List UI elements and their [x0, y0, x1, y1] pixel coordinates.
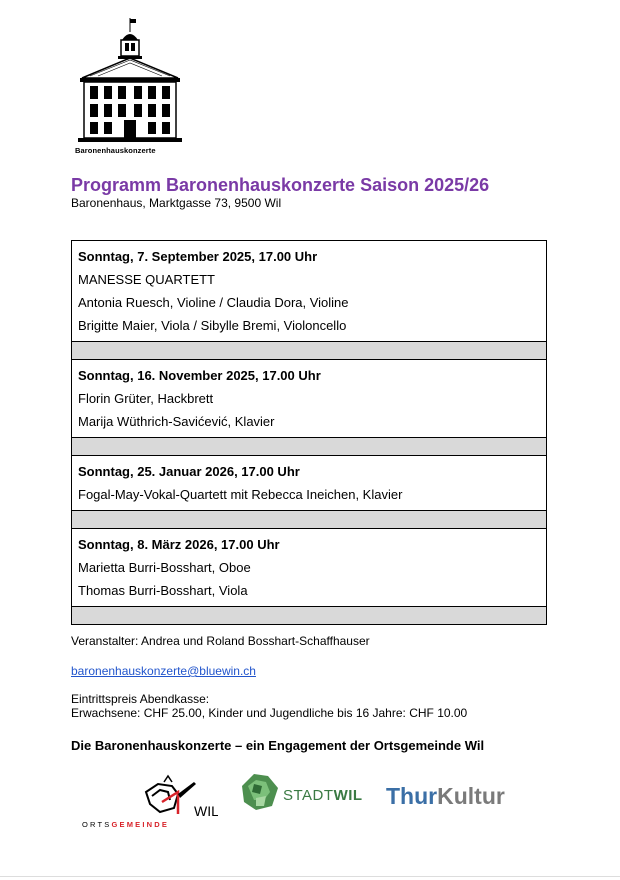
stadt-wil-label	[283, 787, 363, 804]
kultur-label: Kultur	[437, 783, 505, 809]
logo-caption: Baronenhauskonzerte	[75, 146, 156, 155]
ortsgemeinde-label	[82, 820, 169, 829]
page-title: Programm Baronenhauskonzerte Saison 2025/26	[71, 175, 490, 195]
stadt-wil-crystal-icon	[236, 772, 282, 817]
event-line: Antonia Ruesch, Violine / Claudia Dora, Violine	[78, 295, 349, 310]
venue-address: Baronenhaus, Marktgasse 73, 9500 Wil	[71, 196, 282, 210]
thurkultur-logo	[386, 783, 505, 810]
baronenhaus-building-icon	[76, 18, 186, 151]
event-date: Sonntag, 7. September 2025, 17.00 Uhr	[78, 249, 318, 264]
price-detail: Erwachsene: CHF 25.00, Kinder und Jugendliche bis 16 Jahre: CHF 10.00	[71, 706, 468, 720]
program-table	[71, 240, 547, 625]
event-line: Fogal-May-Vokal-Quartett mit Rebecca Ineichen, Klavier	[78, 487, 403, 502]
row-separator	[72, 606, 546, 624]
row-separator	[72, 510, 546, 529]
page-bottom-rule	[0, 876, 620, 877]
event-block	[72, 360, 546, 437]
event-date: Sonntag, 25. Januar 2026, 17.00 Uhr	[78, 464, 300, 479]
event-date: Sonntag, 8. März 2026, 17.00 Uhr	[78, 537, 280, 552]
ortsgemeinde-label-b: GEMEINDE	[111, 820, 170, 829]
event-date: Sonntag, 16. November 2025, 17.00 Uhr	[78, 368, 321, 383]
row-separator	[72, 341, 546, 360]
event-block	[72, 456, 546, 510]
event-block	[72, 241, 546, 341]
event-line: Marija Wüthrich-Savićević, Klavier	[78, 414, 275, 429]
event-line: Thomas Burri-Bosshart, Viola	[78, 583, 248, 598]
engagement-statement: Die Baronenhauskonzerte – ein Engagement der Ortsgemeinde Wil	[71, 738, 485, 753]
stadt-label-b: WIL	[333, 787, 363, 804]
price-heading: Eintrittspreis Abendkasse:	[71, 692, 210, 706]
event-line: Florin Grüter, Hackbrett	[78, 391, 214, 406]
event-line: Brigitte Maier, Viola / Sibylle Bremi, Violoncello	[78, 318, 347, 333]
event-line: MANESSE QUARTETT	[78, 272, 216, 287]
svg-text:WIL: WIL	[194, 803, 218, 819]
ortsgemeinde-label-a: ORTS	[82, 820, 112, 829]
email-link[interactable]: baronenhauskonzerte@bluewin.ch	[71, 664, 256, 678]
thur-label: Thur	[386, 783, 438, 809]
organizer-text: Veranstalter: Andrea und Roland Bosshart-Schaffhauser	[71, 634, 370, 648]
ortsgemeinde-wil-logo-icon	[138, 774, 218, 825]
row-separator	[72, 437, 546, 456]
stadt-label-a: STADT	[283, 787, 334, 804]
event-line: Marietta Burri-Bosshart, Oboe	[78, 560, 251, 575]
event-block	[72, 529, 546, 606]
